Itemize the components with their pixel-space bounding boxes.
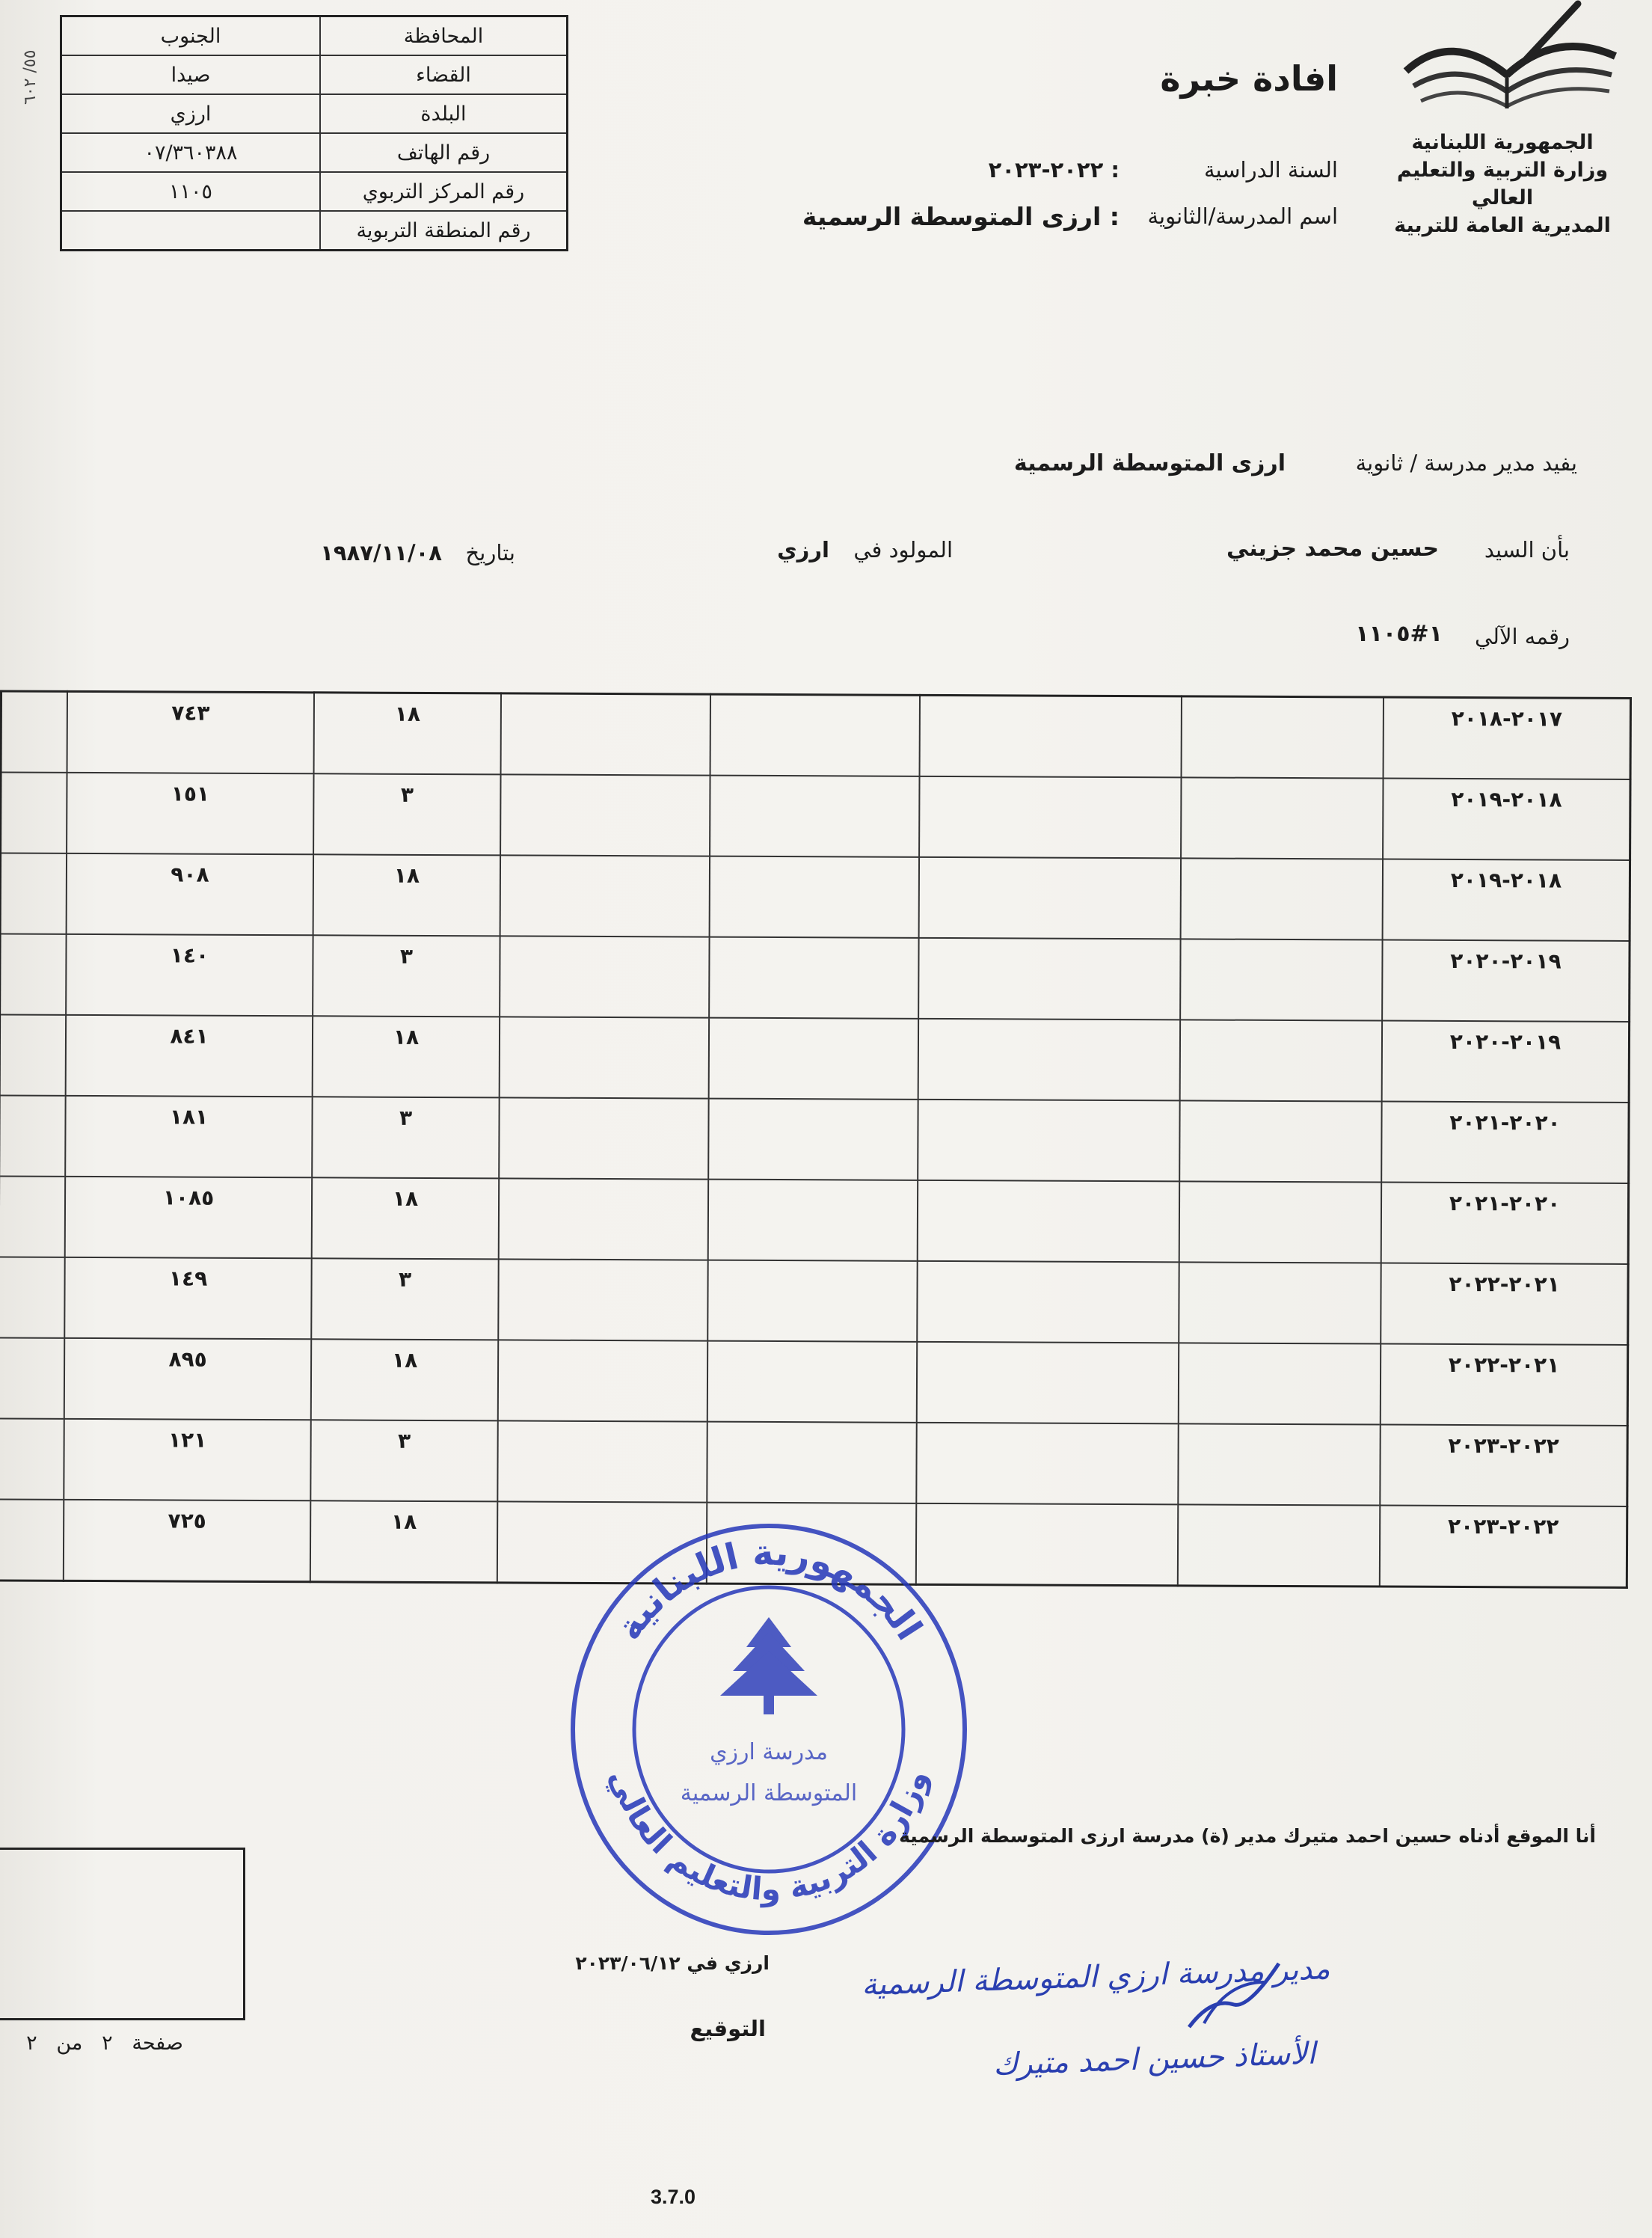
empty-cell [500,774,710,856]
empty-cell [497,1420,707,1502]
signature-box [0,1848,245,2020]
info-value: ١١٠٥ [61,172,321,211]
total-cell: ٨٩٥ [64,1338,311,1420]
empty-cell [0,1418,64,1499]
total-cell: ٧٤٣ [67,691,314,773]
hours-cell: ٣ [313,935,500,1017]
stamp-inner-line-2: المتوسطة الرسمية [680,1780,858,1806]
table-row [0,1014,1630,1103]
table-row [0,933,1630,1022]
ministry-book-logo [1398,0,1623,120]
year-cell: ٢٠١٨-٢٠١٩ [1383,779,1630,860]
empty-cell [0,1337,64,1418]
info-value: ارزي [61,94,321,133]
holder-name: حسين محمد جزيني [1226,536,1439,562]
empty-cell [500,936,709,1017]
table-row [0,1257,1628,1345]
empty-cell [917,1261,1179,1343]
info-value [61,211,321,251]
table-row [0,1337,1628,1426]
signature-scribble [1182,1952,1286,2042]
info-label: رقم المركز التربوي [320,172,568,211]
signature-label: التوقيع [690,2016,766,2041]
info-row-governorate [61,16,568,56]
empty-cell [707,1260,917,1342]
hours-cell: ٣ [313,773,500,855]
empty-cell [1,772,67,853]
empty-cell [920,695,1182,777]
birth-date: ١٩٨٧/١١/٠٨ [320,540,442,565]
school-name-value: : ارزى المتوسطة الرسمية [802,202,1120,231]
stamp-outer-bottom-text: وزارة التربية والتعليم العالي [602,1765,936,1908]
hours-cell: ١٨ [313,1016,500,1097]
hours-cell: ١٨ [313,854,500,936]
total-cell: ١٢١ [64,1419,310,1500]
year-cell: ٢٠٢١-٢٠٢٢ [1381,1344,1628,1426]
body-line-1-prefix: يفيد مدير مدرسة / ثانوية [1355,450,1577,476]
cedar-tree-icon [720,1617,817,1714]
hours-cell: ١٨ [312,1177,499,1259]
empty-cell [918,1180,1179,1263]
hours-cell: ٣ [312,1097,499,1178]
year-cell: ٢٠١٩-٢٠٢٠ [1382,940,1630,1022]
empty-cell [707,1422,916,1503]
info-row-town [61,94,568,133]
info-label: رقم الهاتف [320,133,568,172]
empty-cell [499,1178,708,1260]
empty-cell [500,1017,709,1098]
page-label: صفحة [132,2032,183,2055]
info-label: البلدة [320,94,568,133]
empty-cell [0,933,67,1014]
empty-cell [919,776,1181,859]
ministry-header [1375,129,1630,239]
empty-cell [1179,1181,1381,1263]
info-label: رقم المنطقة التربوية [320,211,568,251]
birth-label: المولود في [853,537,953,562]
empty-cell [0,1499,64,1581]
empty-cell [0,853,67,933]
info-value: الجنوب [61,16,321,56]
page-indicator [0,2032,209,2055]
auto-number-label: رقمه الآلي [1474,624,1570,649]
empty-cell [707,1341,917,1423]
info-row-phone [61,133,568,172]
total-cell: ١٤٠ [66,934,313,1016]
ministry-line-3: المديرية العامة للتربية [1394,214,1611,237]
school-year-value: : ٢٠٢٢-٢٠٢٣ [988,157,1120,183]
empty-cell [918,1100,1179,1182]
year-cell: ٢٠٢٠-٢٠٢١ [1381,1102,1629,1183]
empty-cell [498,1340,707,1421]
empty-cell [0,1257,65,1337]
empty-cell [499,1097,708,1179]
empty-cell [708,1099,918,1180]
total-cell: ١٠٨٥ [65,1177,312,1258]
table-row [0,1095,1629,1183]
handwritten-name: الأستاذ حسين احمد متيرك [992,2036,1316,2082]
empty-cell [0,1095,66,1176]
hours-cell: ١٨ [314,693,501,775]
official-round-stamp [559,1505,978,1939]
page-of: من [56,2032,83,2055]
empty-cell [1178,1504,1380,1586]
hours-cell: ٣ [311,1258,498,1340]
empty-cell [916,1423,1178,1505]
hours-cell: ١٨ [310,1500,497,1583]
empty-cell [1178,1423,1380,1505]
side-reference-mark: ٥٥/ ٦٠٢ [21,49,40,105]
table-row [1,772,1630,860]
year-cell: ٢٠٢٢-٢٠٢٣ [1380,1506,1627,1588]
empty-cell [710,856,919,938]
stamp-inner-line-1: مدرسة ارزي [710,1739,828,1765]
table-row [0,853,1630,941]
total-cell: ٧٢٥ [64,1500,310,1582]
empty-cell [1180,1020,1382,1101]
table-row [0,1418,1627,1506]
info-value: ٠٧/٣٦٠٣٨٨ [61,133,321,172]
school-year-label: السنة الدراسية [1203,157,1338,183]
empty-cell [0,1014,66,1095]
info-label: القضاء [320,55,568,94]
empty-cell [917,1342,1179,1424]
total-cell: ٩٠٨ [67,853,313,935]
total-cell: ١٥١ [67,773,313,854]
empty-cell [919,857,1181,939]
hours-cell: ٣ [310,1420,497,1501]
info-value: صيدا [61,55,321,94]
empty-cell [1182,696,1384,779]
school-name-label: اسم المدرسة/الثانوية [1147,203,1338,229]
total-cell: ١٨١ [65,1096,312,1177]
empty-cell [918,938,1180,1020]
version-number: 3.7.0 [651,2186,696,2208]
total-cell: ١٤٩ [64,1257,311,1339]
empty-cell [708,1180,918,1261]
empty-cell [709,937,918,1019]
empty-cell [1,691,67,773]
ministry-line-1: الجمهورية اللبنانية [1411,131,1594,154]
place-date: ارزي في ٢٠٢٣/٠٦/١٢ [575,1952,770,1974]
ministry-line-2: وزارة التربية والتعليم العالي [1396,159,1609,209]
year-cell: ٢٠١٩-٢٠٢٠ [1382,1021,1630,1103]
empty-cell [710,694,920,776]
empty-cell [1180,939,1382,1020]
year-cell: ٢٠٢٠-٢٠٢١ [1381,1183,1629,1264]
table-row [0,1176,1629,1264]
stamp-outer-top-text: الجمهورية اللبنانية [607,1531,930,1648]
empty-cell [710,776,919,857]
body-line-2-prefix: بأن السيد [1484,537,1570,562]
empty-cell [1181,777,1383,859]
empty-cell [918,1019,1180,1101]
info-row-center-number [61,172,568,211]
empty-cell [709,1018,918,1100]
empty-cell [1181,858,1383,939]
table-row [1,691,1630,779]
hours-cell: ١٨ [311,1339,498,1420]
experience-years-table [0,690,1632,1589]
year-cell: ٢٠٢١-٢٠٢٢ [1381,1263,1628,1345]
info-row-region-number [61,211,568,251]
handwritten-title: مدير مدرسة ارزي المتوسطة الرسمية [861,1952,1331,2002]
empty-cell [500,855,710,936]
birth-place: ارزي [777,537,829,562]
body-line-1-school: ارزى المتوسطة الرسمية [1013,450,1286,476]
auto-number-value: ١#١١٠٥ [1355,621,1443,647]
empty-cell [1179,1262,1381,1343]
empty-cell [501,693,710,776]
location-info-table [60,15,568,251]
year-cell: ٢٠٢٢-٢٠٢٣ [1380,1425,1627,1506]
total-cell: ٨٤١ [66,1015,313,1097]
info-label: المحافظة [320,16,568,56]
empty-cell [498,1259,707,1340]
page-total: ٢ [26,2032,37,2055]
empty-cell [1179,1343,1381,1424]
page-current: ٢ [102,2032,113,2055]
year-cell: ٢٠١٨-٢٠١٩ [1383,859,1630,941]
year-cell: ٢٠١٧-٢٠١٨ [1384,697,1631,779]
empty-cell [0,1176,65,1257]
empty-cell [1179,1100,1381,1182]
declaration-text: أنا الموقع أدناه حسين احمد متيرك مدير (ة) مدرسة ارزى المتوسطة الرسمية [899,1825,1596,1847]
document-title: افادة خبرة [1160,58,1338,99]
info-row-district [61,55,568,94]
birth-date-label: بتاريخ [465,540,515,565]
